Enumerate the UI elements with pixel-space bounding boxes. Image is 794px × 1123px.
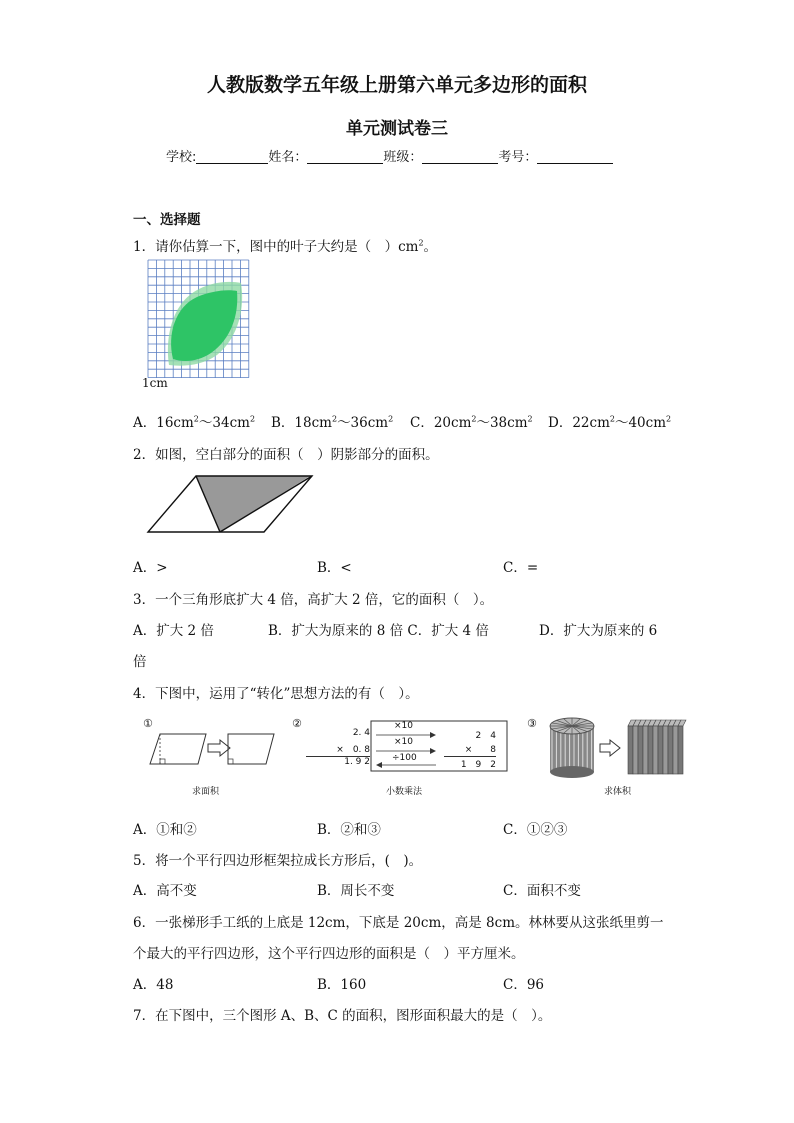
fig2-number: ② [292,717,302,730]
fig1-shapes [146,728,278,770]
grid-scale-label: 1cm [142,376,168,390]
school-field[interactable] [196,149,268,164]
exam-no-label: 考号： [498,150,538,165]
shaded-triangle [196,476,310,532]
q5-option-a[interactable]: A．高不变 [133,883,197,899]
fig1-caption: 求面积 [192,787,220,797]
q6-option-a[interactable]: A．48 [133,977,174,993]
question-4-stem: 4．下图中，运用了“转化”思想方法的有（ ）。 [133,686,419,702]
cylinder-top-sectors [550,718,594,734]
q2-option-a[interactable]: A．> [133,560,168,576]
page-title: 人教版数学五年级上册第六单元多边形的面积 [206,74,587,96]
class-field[interactable] [422,149,498,164]
section-heading: 一、选择题 [133,212,201,228]
fig2-op-1: ×10 [394,721,413,731]
q1-option-d[interactable]: D．$22cm^2\sim 40cm^2$ [548,414,672,431]
question-2-stem: 2．如图，空白部分的面积（ ）阴影部分的面积。 [133,447,439,463]
fig1-number: ① [143,717,153,730]
parallelogram-figure [146,474,316,536]
q5-option-c[interactable]: C．面积不变 [503,883,581,899]
question-1-stem: 1．请你估算一下，图中的叶子大约是（ ）$cm^2$。 [133,238,438,255]
student-info-line [166,146,613,165]
exam-no-field[interactable] [537,149,613,164]
q4-option-a[interactable]: A．①和② [133,822,197,838]
class-label: 班级： [383,150,423,165]
right-arrow-icon [600,740,620,756]
fig3-cylinder-figure [546,716,692,780]
fig3-caption: 求体积 [604,787,632,797]
fig2-op-3: ÷100 [392,753,417,763]
q3-option-d-wrap: 倍 [133,654,147,670]
leaf-grid-figure [147,259,253,381]
q1-option-b[interactable]: B．$18cm^2\sim 36cm^2$ [271,414,394,431]
fig2-right-calc: 2 4 × 8 1 9 2 [444,728,496,771]
question-3-stem: 3．一个三角形底扩大 4 倍，高扩大 2 倍，它的面积（ ）。 [133,592,494,608]
name-field[interactable] [307,149,383,164]
right-arrow-icon [208,740,230,756]
fig3-number: ③ [527,717,537,730]
q4-option-c[interactable]: C．①②③ [503,822,568,838]
question-7-stem: 7．在下图中，三个图形 A、B、C 的面积，图形面积最大的是（ ）。 [133,1008,552,1024]
q3-option-b-c[interactable]: B．扩大为原来的 8 倍 C．扩大 4 倍 [268,623,489,639]
q3-option-a[interactable]: A．扩大 2 倍 [133,623,214,639]
q2-option-c[interactable]: C．= [503,560,539,576]
q4-option-b[interactable]: B．②和③ [317,822,381,838]
q6-option-b[interactable]: B．160 [317,977,367,993]
leaf-shape [171,290,237,361]
q5-option-b[interactable]: B．周长不变 [317,883,395,899]
q1-option-a[interactable]: A．$16cm^2\sim 34cm^2$ [133,414,256,431]
fig2-left-calc: 2. 4 × 0. 8 1. 9 2 [306,728,370,771]
question-6-stem-line1: 6．一张梯形手工纸的上底是 12cm，下底是 20cm，高是 8cm。林林要从这张纸里剪一 [133,915,664,931]
q2-option-b[interactable]: B．< [317,560,352,576]
q6-option-c[interactable]: C．96 [503,977,545,993]
school-label: 学校: [166,150,197,165]
page-subtitle: 单元测试卷三 [346,119,448,139]
fig2-op-2: ×10 [394,737,413,747]
question-6-stem-line2: 个最大的平行四边形，这个平行四边形的面积是（ ）平方厘米。 [133,946,525,962]
q3-option-d[interactable]: D．扩大为原来的 6 [539,623,658,639]
question-5-stem: 5．将一个平行四边形框架拉成长方形后，( )。 [133,853,423,869]
name-label: 姓名： [268,150,308,165]
q1-option-c[interactable]: C．$20cm^2\sim 38cm^2$ [410,414,533,431]
rearranged-cuboid [628,720,686,774]
fig2-caption: 小数乘法 [386,787,423,797]
